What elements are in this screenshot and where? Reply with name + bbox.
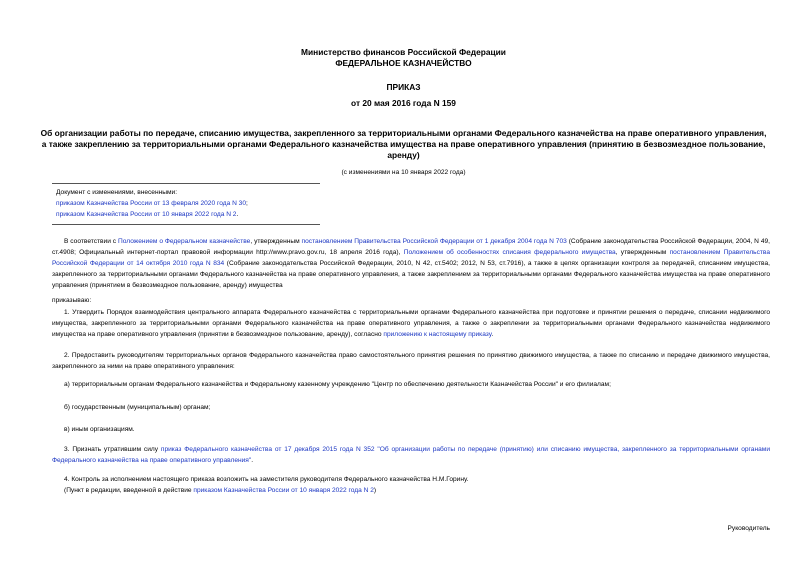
preamble-paragraph (52, 236, 770, 291)
link-order-352[interactable]: приказ Федерального казначейства от 17 декабря 2015 года N 352 "Об организации работы по передаче (принятию) или списанию имущества, закрепленного за территориальными органами Федерального казначейства на праве оперативного управления" (52, 446, 770, 464)
item-4-note-end: ) (373, 487, 377, 494)
item-3 (52, 444, 770, 466)
item-2: 2. Предоставить руководителям территориальных органов Федерального казначейства право самостоятельного принятия решения по принятию движимого имущества, а также по списанию и передаче движимого имущества, закрепленного за ними на праве оперативного управления: (52, 352, 770, 370)
preamble-text-1: В соответствии с (64, 238, 119, 245)
link-regulation-treasury[interactable]: Положением о Федеральном казначействе (118, 238, 251, 245)
item-4: 4. Контроль за исполнением настоящего приказа возложить на заместителя руководителя Федерального казначейства Н.М.Горину. (64, 476, 469, 483)
amended-note: (с изменениями на 10 января 2022 года) (341, 169, 466, 176)
changes-sep-2: . (236, 211, 239, 218)
link-appendix[interactable]: приложению к настоящему приказу (383, 331, 492, 338)
changes-link-1[interactable]: приказом Казначейства России от 13 февраля 2020 года N 30 (56, 200, 247, 207)
changes-bottom-divider (52, 224, 320, 225)
preamble-text-4: , утвержденным (615, 249, 670, 256)
document-title: Об организации работы по передаче, списанию имущества, закрепленного за территориальными органами Федерального казначейства на праве оперативного управления, а также закреплению за территориальными органами Федерального казначейства имущества на праве оперативного управления (принятию в безвозмездное пользование, аренду) (40, 128, 767, 160)
item-1-text: 1. Утвердить Порядок взаимодействия центрального аппарата Федерального казначейства с территориальными органами Федерального казначейства при подготовке и принятии решения о передаче, списании недвижимого имущества, закрепленного за территориальными органами Федерального казначейства на праве оперативного управления, а также о закреплении за территориальными органами Федерального казначейства недвижимого имущества на праве оперативного управления (принятии в безвозмездное пользование, аренду), согласно (52, 309, 770, 338)
changes-box (56, 187, 248, 220)
treasury-name: ФЕДЕРАЛЬНОЕ КАЗНАЧЕЙСТВО (335, 58, 472, 68)
changes-intro: Документ с изменениями, внесенными: (56, 189, 178, 196)
changes-entry-1 (56, 198, 248, 209)
link-regulation-writeoff[interactable]: Положением об особенностях списания федерального имущества (403, 249, 616, 256)
item-1 (52, 307, 770, 340)
order-date: от 20 мая 2016 года N 159 (351, 98, 456, 108)
preamble-text-3: (Собрание законодательства Российской Федерации, 2004, N 49, ст.4908; Официальный интернет-портал правовой информации http://www.pravo.gov.ru, 18 апреля 2016 года), (52, 238, 771, 256)
item-4-note (52, 485, 770, 496)
item-2c: в) иным организациям. (64, 426, 135, 433)
item-3-text: 3. Признать утратившим силу (64, 446, 161, 453)
changes-link-2[interactable]: приказом Казначейства России от 10 января 2022 года N 2 (56, 211, 237, 218)
item-2a: а) территориальным органам Федерального казначейства и Федеральному казенному учреждению "Центр по обеспечению деятельности Казначейства России" и его филиалам; (64, 381, 611, 388)
link-resolution-834[interactable]: постановлением Правительства Российской Федерации от 14 октября 2010 года N 834 (52, 249, 771, 267)
item-3-end: . (251, 457, 254, 464)
item-2b: б) государственным (муниципальным) органам; (64, 404, 211, 411)
link-order-2[interactable]: приказом Казначейства России от 10 января 2022 года N 2 (193, 487, 374, 494)
changes-entry-2 (56, 209, 248, 220)
changes-sep-1: ; (246, 200, 248, 207)
item-4-note-text: (Пункт в редакции, введенной в действие (64, 487, 194, 494)
preamble-text-2: , утвержденным (250, 238, 302, 245)
link-resolution-703[interactable]: постановлением Правительства Российской Федерации от 1 декабря 2004 года N 703 (301, 238, 567, 245)
preamble-text-5: (Собрание законодательства Российской Федерации, 2010, N 42, ст.5402; 2012, N 53, ст.7916), а также в целях организации контроля за передачей, списанием имущества, закрепленного за территориальными органами Федерального казначейства на праве оперативного управления, а также закреплением за территориальными органами Федерального казначейства имущества на праве оперативного управления (принятием в безвозмездное пользование, аренду) имущества (52, 260, 770, 289)
orders-word: приказываю: (52, 297, 92, 304)
signature-position: Руководитель (727, 525, 770, 532)
ministry-name: Министерство финансов Российской Федерации (301, 47, 506, 57)
item-1-end: . (491, 331, 494, 338)
order-heading: ПРИКАЗ (386, 82, 421, 92)
changes-top-divider (52, 183, 320, 184)
